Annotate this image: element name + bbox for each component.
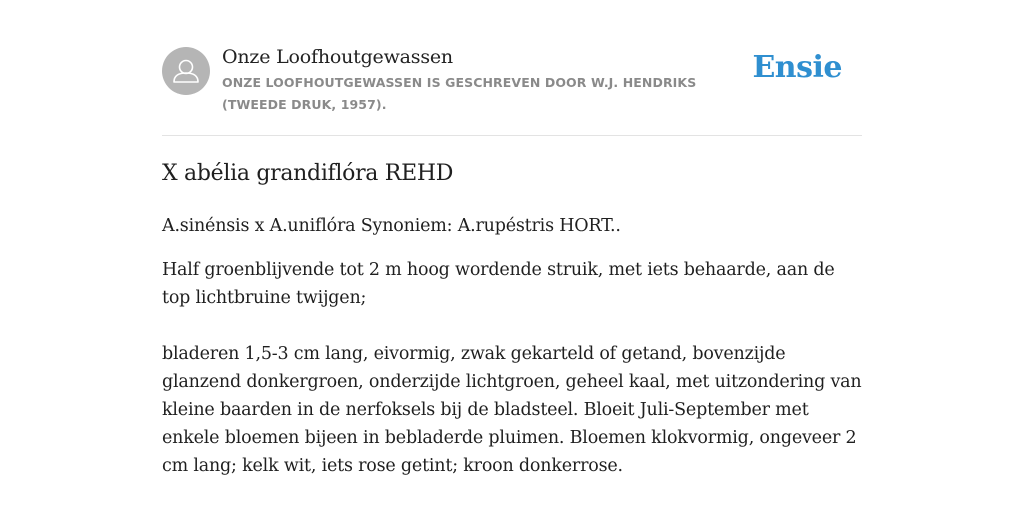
entry-title: X abélia grandiflóra REHD (162, 161, 454, 186)
avatar[interactable] (162, 47, 210, 95)
entry-content (162, 158, 862, 498)
source-header (162, 40, 862, 136)
entry-synonym: A.sinénsis x A.uniflóra Synoniem: A.rupéstris HORT.. (162, 216, 621, 236)
entry-paragraph: Half groenblijvende tot 2 m hoog wordende struik, met iets behaarde, aan de top lichtbruine twijgen; (162, 260, 835, 308)
user-silhouette-icon (162, 47, 210, 95)
ensie-logo[interactable]: Ensie (752, 50, 842, 85)
entry-paragraph: bladeren 1,5-3 cm lang, eivormig, zwak gekarteld of getand, bovenzijde glanzend donkergroen, onderzijde lichtgroen, geheel kaal, met uitzondering van kleine baarden in de nerfoksels bij de bladsteel. Bloeit Juli-September met enkele bloemen bijeen in bebladerde pluimen. Bloemen klokvormig, ongeveer 2 cm lang; kelk wit, iets rose getint; kroon donkerrose. (162, 344, 862, 476)
source-description: ONZE LOOFHOUTGEWASSEN IS GESCHREVEN DOOR W.J. HENDRIKS (TWEEDE DRUK, 1957). (222, 75, 697, 112)
source-title[interactable]: Onze Loofhoutgewassen (222, 46, 453, 68)
